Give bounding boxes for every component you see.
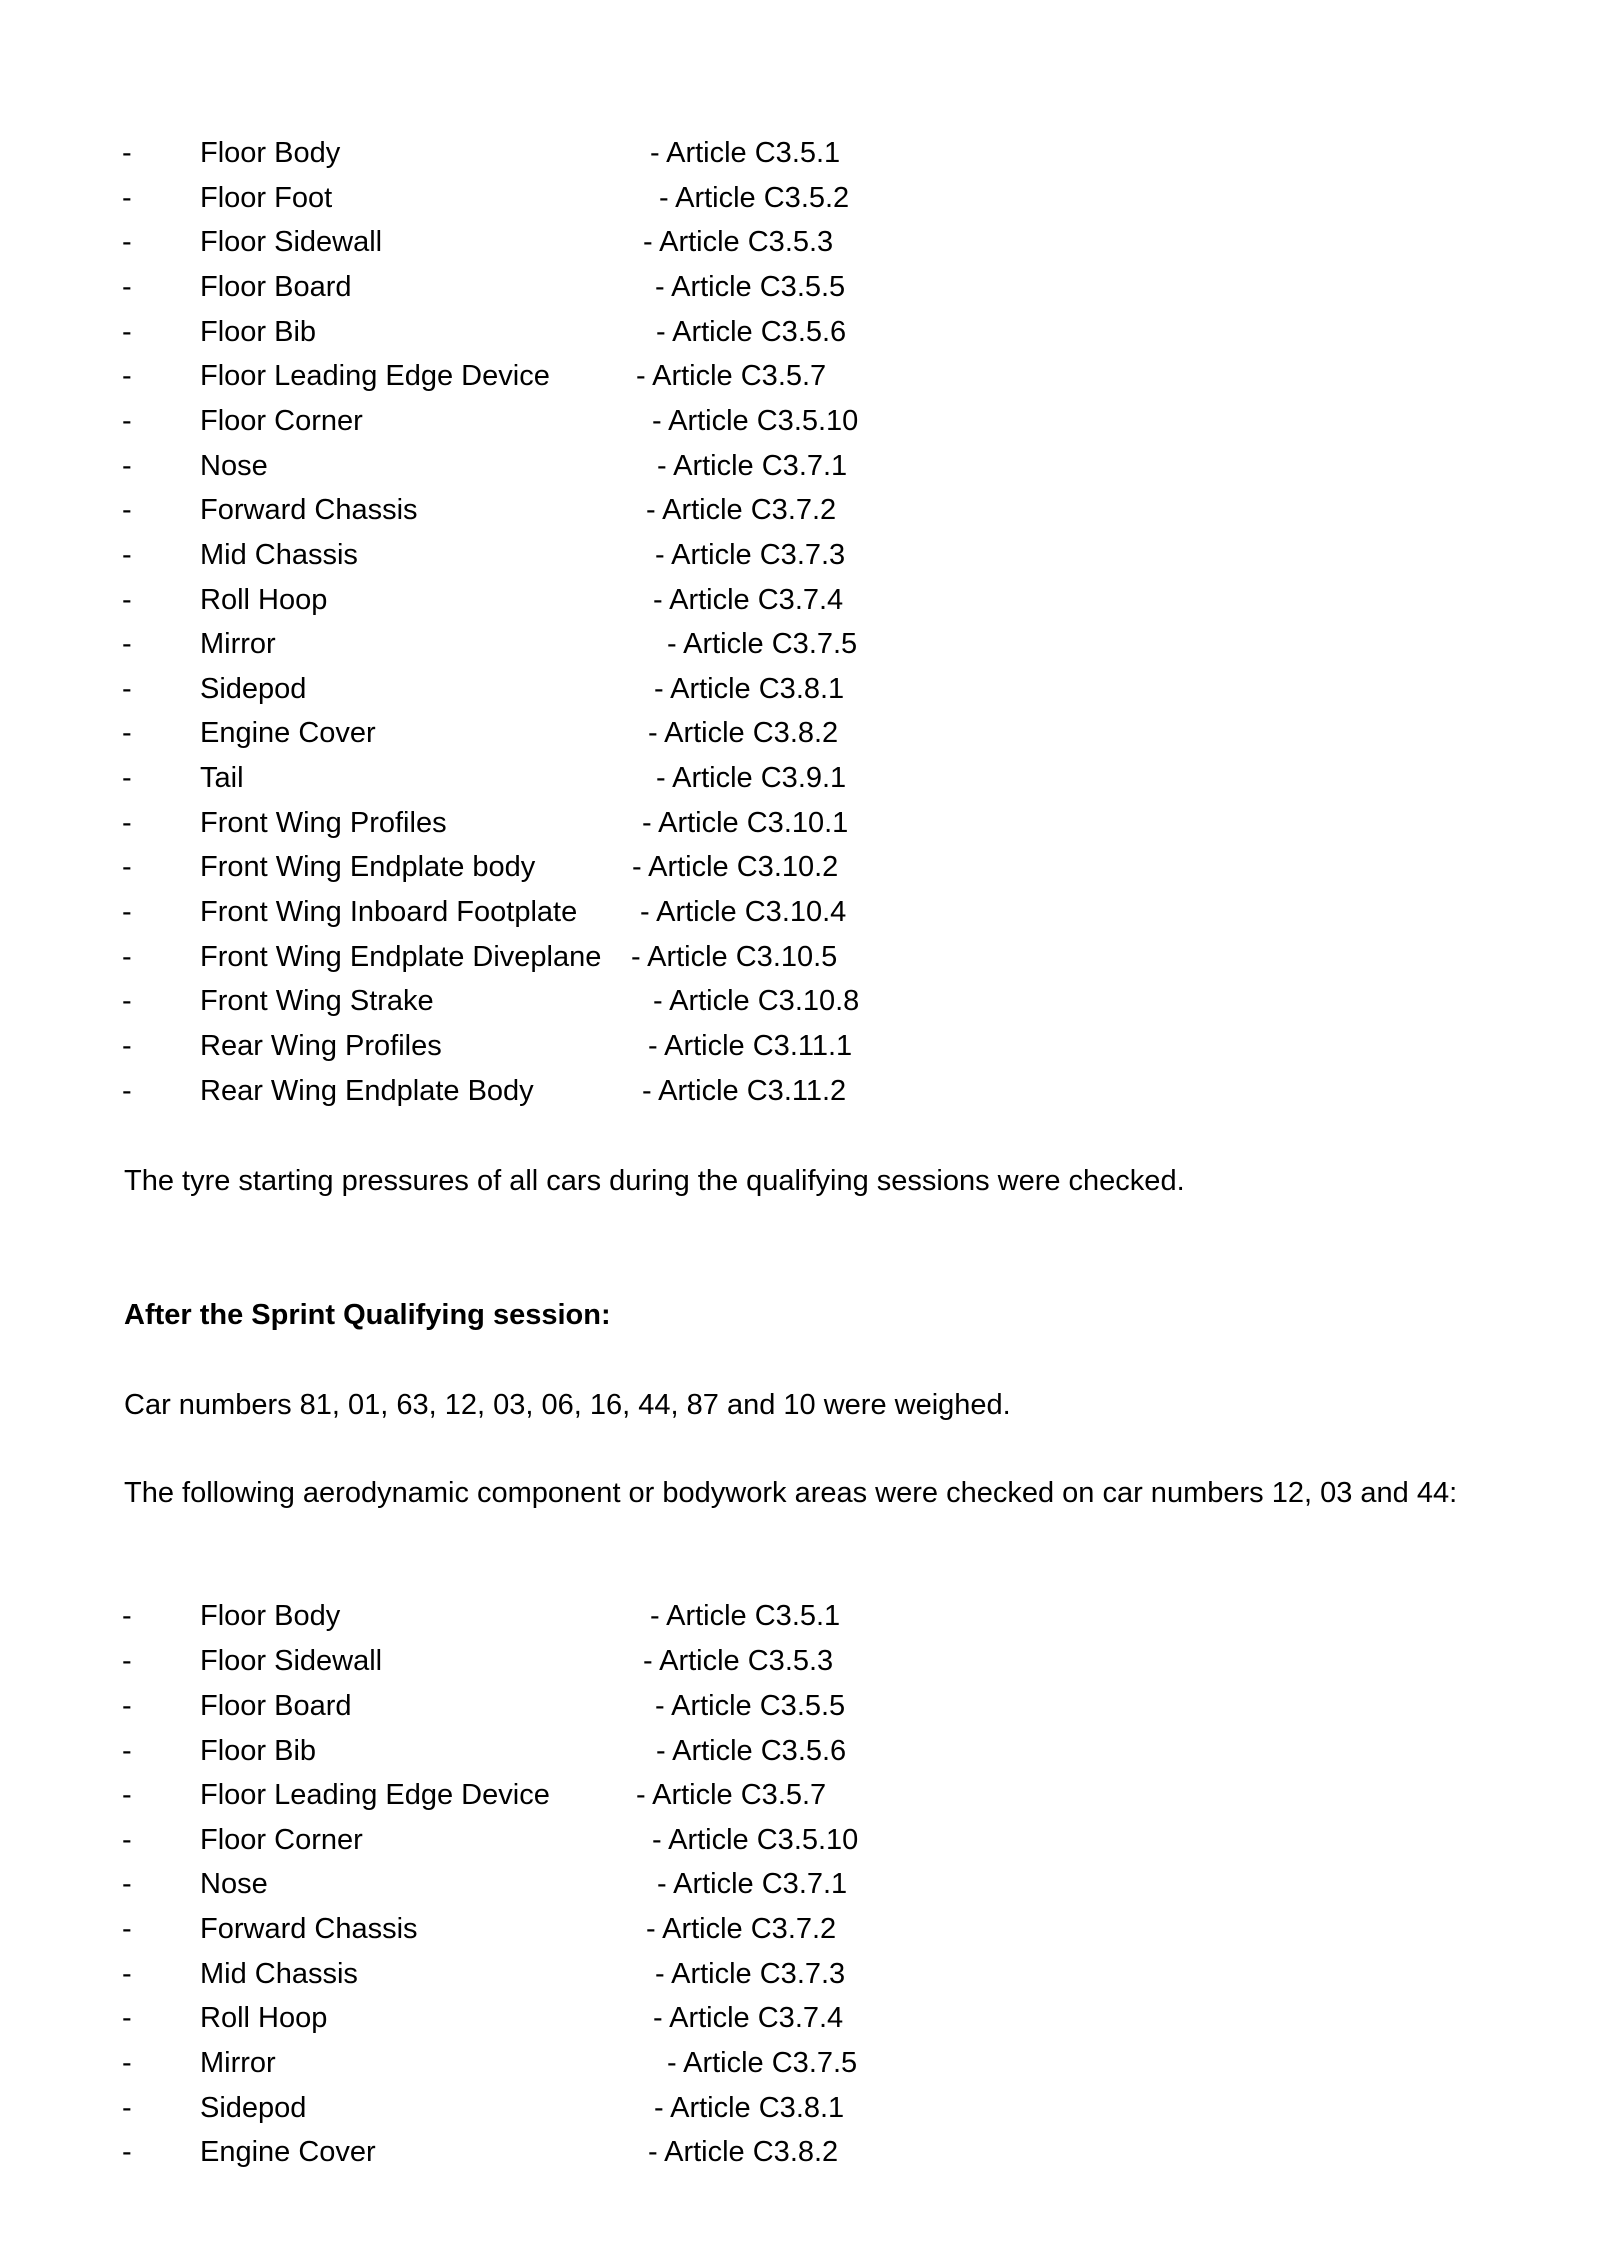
component-name: Front Wing Endplate Diveplane: [200, 941, 602, 973]
bullet-dash: -: [122, 1735, 132, 1767]
article-reference: - Article C3.5.6: [656, 1735, 847, 1767]
component-name: Floor Corner: [200, 405, 363, 437]
bullet-dash: -: [122, 807, 132, 839]
component-name: Engine Cover: [200, 717, 376, 749]
bullet-dash: -: [122, 1600, 132, 1632]
bullet-dash: -: [122, 1030, 132, 1062]
bullet-dash: -: [122, 137, 132, 169]
component-name: Floor Bib: [200, 1735, 317, 1767]
bullet-dash: -: [122, 851, 132, 883]
weighed-cars-paragraph: Car numbers 81, 01, 63, 12, 03, 06, 16, 44, 87 and 10 were weighed.: [124, 1389, 1011, 1421]
aero-check-paragraph: The following aerodynamic component or bodywork areas were checked on car numbers 12, 03 and 44:: [124, 1477, 1458, 1509]
bullet-dash: -: [122, 1913, 132, 1945]
bullet-dash: -: [122, 2002, 132, 2034]
article-reference: - Article C3.7.5: [667, 2047, 858, 2079]
component-name: Floor Body: [200, 137, 341, 169]
component-name: Floor Leading Edge Device: [200, 360, 550, 392]
article-reference: - Article C3.7.3: [655, 539, 846, 571]
bullet-dash: -: [122, 1690, 132, 1722]
component-name: Floor Board: [200, 1690, 352, 1722]
article-reference: - Article C3.7.2: [646, 1913, 837, 1945]
component-name: Roll Hoop: [200, 584, 328, 616]
article-reference: - Article C3.7.4: [653, 584, 844, 616]
section-heading: After the Sprint Qualifying session:: [124, 1299, 611, 1331]
article-reference: - Article C3.5.10: [652, 1824, 859, 1856]
bullet-dash: -: [122, 985, 132, 1017]
bullet-dash: -: [122, 405, 132, 437]
article-reference: - Article C3.10.4: [640, 896, 847, 928]
component-name: Floor Foot: [200, 182, 333, 214]
component-name: Mid Chassis: [200, 539, 358, 571]
bullet-dash: -: [122, 2136, 132, 2168]
bullet-dash: -: [122, 360, 132, 392]
bullet-dash: -: [122, 1958, 132, 1990]
component-name: Front Wing Profiles: [200, 807, 447, 839]
component-name: Floor Body: [200, 1600, 341, 1632]
article-reference: - Article C3.5.6: [656, 316, 847, 348]
component-name: Tail: [200, 762, 244, 794]
component-name: Floor Sidewall: [200, 226, 383, 258]
component-name: Mirror: [200, 2047, 276, 2079]
component-name: Sidepod: [200, 2092, 307, 2124]
article-reference: - Article C3.7.4: [653, 2002, 844, 2034]
bullet-dash: -: [122, 226, 132, 258]
component-name: Mid Chassis: [200, 1958, 358, 1990]
component-name: Floor Bib: [200, 316, 317, 348]
bullet-dash: -: [122, 628, 132, 660]
article-reference: - Article C3.9.1: [656, 762, 847, 794]
component-name: Sidepod: [200, 673, 307, 705]
bullet-dash: -: [122, 1779, 132, 1811]
bullet-dash: -: [122, 717, 132, 749]
component-name: Engine Cover: [200, 2136, 376, 2168]
article-reference: - Article C3.10.8: [653, 985, 860, 1017]
article-reference: - Article C3.7.1: [657, 450, 848, 482]
component-name: Forward Chassis: [200, 494, 418, 526]
bullet-dash: -: [122, 2092, 132, 2124]
component-name: Front Wing Endplate body: [200, 851, 536, 883]
bullet-dash: -: [122, 182, 132, 214]
component-name: Nose: [200, 1868, 268, 1900]
article-reference: - Article C3.5.1: [650, 137, 841, 169]
article-reference: - Article C3.5.10: [652, 405, 859, 437]
article-reference: - Article C3.10.1: [642, 807, 849, 839]
article-reference: - Article C3.8.1: [654, 2092, 845, 2124]
bullet-dash: -: [122, 1868, 132, 1900]
bullet-dash: -: [122, 539, 132, 571]
article-reference: - Article C3.8.2: [648, 717, 839, 749]
article-reference: - Article C3.7.2: [646, 494, 837, 526]
article-reference: - Article C3.5.1: [650, 1600, 841, 1632]
bullet-dash: -: [122, 673, 132, 705]
article-reference: - Article C3.10.5: [631, 941, 838, 973]
component-name: Nose: [200, 450, 268, 482]
article-reference: - Article C3.7.5: [667, 628, 858, 660]
component-name: Rear Wing Profiles: [200, 1030, 442, 1062]
component-name: Rear Wing Endplate Body: [200, 1075, 534, 1107]
bullet-dash: -: [122, 1645, 132, 1677]
article-reference: - Article C3.5.3: [643, 1645, 834, 1677]
bullet-dash: -: [122, 896, 132, 928]
bullet-dash: -: [122, 584, 132, 616]
bullet-dash: -: [122, 316, 132, 348]
article-reference: - Article C3.5.7: [636, 1779, 827, 1811]
bullet-dash: -: [122, 941, 132, 973]
article-reference: - Article C3.8.2: [648, 2136, 839, 2168]
bullet-dash: -: [122, 494, 132, 526]
article-reference: - Article C3.5.7: [636, 360, 827, 392]
tyre-pressure-paragraph: The tyre starting pressures of all cars during the qualifying sessions were checked.: [124, 1165, 1185, 1197]
component-name: Floor Corner: [200, 1824, 363, 1856]
article-reference: - Article C3.11.2: [642, 1075, 847, 1107]
component-name: Floor Board: [200, 271, 352, 303]
bullet-dash: -: [122, 762, 132, 794]
article-reference: - Article C3.10.2: [632, 851, 839, 883]
component-name: Floor Sidewall: [200, 1645, 383, 1677]
article-reference: - Article C3.7.3: [655, 1958, 846, 1990]
bullet-dash: -: [122, 271, 132, 303]
article-reference: - Article C3.5.2: [659, 182, 850, 214]
bullet-dash: -: [122, 1075, 132, 1107]
bullet-dash: -: [122, 450, 132, 482]
article-reference: - Article C3.7.1: [657, 1868, 848, 1900]
component-name: Forward Chassis: [200, 1913, 418, 1945]
article-reference: - Article C3.5.5: [655, 1690, 846, 1722]
bullet-dash: -: [122, 1824, 132, 1856]
article-reference: - Article C3.11.1: [648, 1030, 853, 1062]
component-name: Front Wing Strake: [200, 985, 434, 1017]
bullet-dash: -: [122, 2047, 132, 2079]
component-name: Roll Hoop: [200, 2002, 328, 2034]
article-reference: - Article C3.5.5: [655, 271, 846, 303]
component-name: Mirror: [200, 628, 276, 660]
component-name: Floor Leading Edge Device: [200, 1779, 550, 1811]
article-reference: - Article C3.8.1: [654, 673, 845, 705]
component-name: Front Wing Inboard Footplate: [200, 896, 578, 928]
article-reference: - Article C3.5.3: [643, 226, 834, 258]
